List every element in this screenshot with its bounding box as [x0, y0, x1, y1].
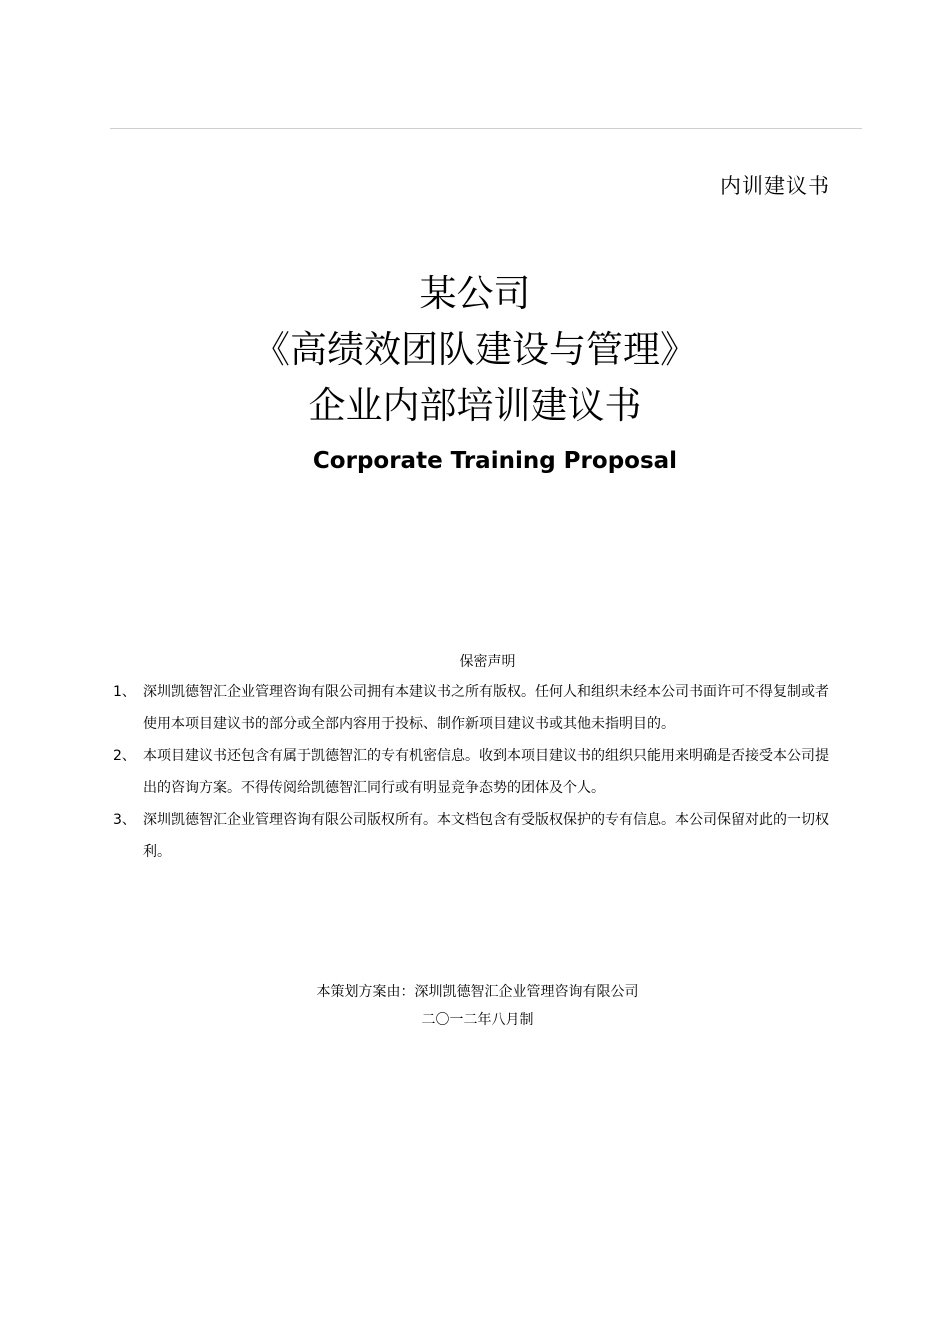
confidentiality-clause-2 — [113, 740, 833, 804]
date-line: 二〇一二年八月制 — [421, 1012, 534, 1028]
clause-number: 1、 — [113, 684, 136, 700]
english-subtitle: Corporate Training Proposal — [312, 448, 678, 474]
header-divider — [110, 128, 862, 129]
confidentiality-heading: 保密声明 — [459, 654, 516, 670]
clause-number: 3、 — [113, 812, 136, 828]
confidentiality-clause-3 — [113, 804, 833, 868]
title-block — [0, 266, 950, 434]
clause-number: 2、 — [113, 748, 136, 764]
course-title: 《高绩效团队建设与管理》 — [253, 328, 697, 371]
clause-text: 深圳凯德智汇企业管理咨询有限公司拥有本建议书之所有版权。任何人和组织未经本公司书面许可不得复制或者使用本项目建议书的部分或全部内容用于投标、制作新项目建议书或其他未指明目的。 — [143, 684, 829, 732]
prepared-by-line: 本策划方案由：深圳凯德智汇企业管理咨询有限公司 — [316, 984, 639, 1000]
confidentiality-clause-1 — [113, 676, 833, 740]
document-type-label: 内训建议书 — [720, 174, 830, 198]
proposal-title: 企业内部培训建议书 — [308, 384, 642, 427]
footer-block — [0, 978, 950, 1034]
company-name: 某公司 — [419, 272, 531, 315]
clause-text: 深圳凯德智汇企业管理咨询有限公司版权所有。本文档包含有受版权保护的专有信息。本公司保留对此的一切权利。 — [143, 812, 829, 860]
clause-text: 本项目建议书还包含有属于凯德智汇的专有机密信息。收到本项目建议书的组织只能用来明确是否接受本公司提出的咨询方案。不得传阅给凯德智汇同行或有明显竞争态势的团体及个人。 — [143, 748, 829, 796]
confidentiality-clauses — [113, 676, 833, 868]
